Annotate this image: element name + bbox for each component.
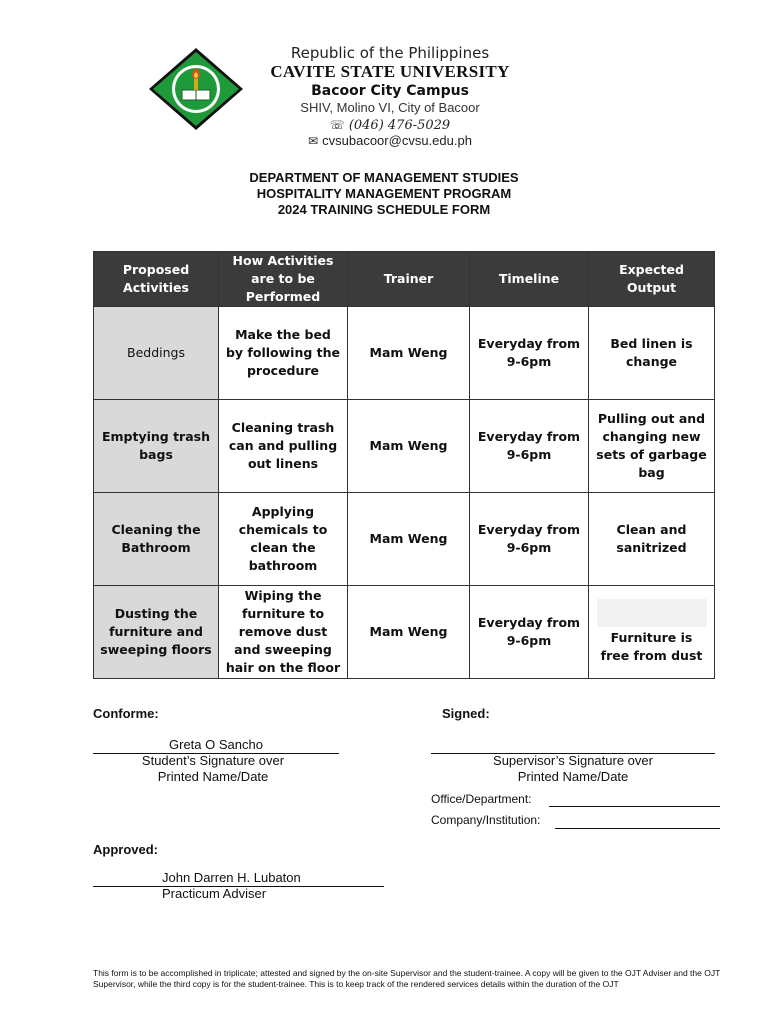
- column-header: Proposed Activities: [94, 252, 219, 307]
- table-row: [94, 400, 715, 493]
- shaded-box: [597, 599, 707, 627]
- supervisor-caption-1: Supervisor’s Signature over: [493, 753, 653, 768]
- output-text: Furniture is free from dust: [600, 630, 703, 663]
- table-row: [94, 493, 715, 586]
- conforme-label: Conforme:: [93, 706, 159, 721]
- student-name: Greta O Sancho: [169, 737, 263, 752]
- column-header: Timeline: [470, 252, 589, 307]
- trainer-cell: Mam Weng: [348, 307, 470, 400]
- header-email: cvsubacoor@cvsu.edu.ph: [322, 133, 472, 148]
- activity-cell: Cleaning the Bathroom: [94, 493, 219, 586]
- header-email-line: [0, 133, 768, 148]
- timeline-cell: Everyday from 9-6pm: [470, 307, 589, 400]
- table-row: [94, 586, 715, 679]
- header-campus: Bacoor City Campus: [311, 83, 469, 99]
- timeline-cell: Everyday from 9-6pm: [470, 586, 589, 679]
- column-header: How Activities are to be Performed: [219, 252, 348, 307]
- supervisor-caption-2: Printed Name/Date: [517, 769, 629, 784]
- header-phone: (046) 476-5029: [348, 118, 451, 133]
- company-label: Company/Institution:: [431, 813, 541, 827]
- column-header: Expected Output: [589, 252, 715, 307]
- activity-cell: Dusting the furniture and sweeping floors: [94, 586, 219, 679]
- output-cell: [589, 586, 715, 679]
- adviser-name: John Darren H. Lubaton: [162, 870, 301, 885]
- output-cell: Clean and sanitrized: [589, 493, 715, 586]
- table-row: [94, 307, 715, 400]
- approved-label: Approved:: [93, 842, 158, 857]
- department-title: DEPARTMENT OF MANAGEMENT STUDIES: [249, 170, 519, 185]
- student-caption-1: Student’s Signature over: [141, 753, 285, 768]
- program-title: HOSPITALITY MANAGEMENT PROGRAM: [256, 186, 512, 201]
- header-address: SHIV, Molino VI, City of Bacoor: [300, 100, 480, 115]
- office-label: Office/Department:: [431, 792, 532, 806]
- activity-cell: Beddings: [94, 307, 219, 400]
- method-cell: Wiping the furniture to remove dust and sweeping hair on the floor: [219, 586, 348, 679]
- company-field-line: [555, 828, 720, 829]
- form-title: 2024 TRAINING SCHEDULE FORM: [277, 202, 491, 217]
- activity-cell: Emptying trash bags: [94, 400, 219, 493]
- header-republic: Republic of the Philippines: [290, 44, 490, 62]
- header-phone-line: [0, 118, 768, 133]
- table-header-row: [94, 252, 715, 307]
- column-header: Trainer: [348, 252, 470, 307]
- trainer-cell: Mam Weng: [348, 586, 470, 679]
- method-cell: Applying chemicals to clean the bathroom: [219, 493, 348, 586]
- signed-label: Signed:: [442, 706, 490, 721]
- trainer-cell: Mam Weng: [348, 493, 470, 586]
- trainer-cell: Mam Weng: [348, 400, 470, 493]
- method-cell: Cleaning trash can and pulling out linens: [219, 400, 348, 493]
- envelope-icon: ✉: [308, 134, 319, 148]
- timeline-cell: Everyday from 9-6pm: [470, 400, 589, 493]
- output-cell: Bed linen is change: [589, 307, 715, 400]
- output-cell: Pulling out and changing new sets of garbage bag: [589, 400, 715, 493]
- office-field-line: [549, 806, 720, 807]
- timeline-cell: Everyday from 9-6pm: [470, 493, 589, 586]
- adviser-title: Practicum Adviser: [162, 886, 267, 901]
- method-cell: Make the bed by following the procedure: [219, 307, 348, 400]
- training-schedule-table: [93, 251, 715, 679]
- phone-icon: ☏: [329, 118, 345, 132]
- footer-note: This form is to be accomplished in triplicate; attested and signed by the on-site Supervisor and the student-trainee. A copy will be given to the OJT Adviser and the OJT Supervisor, while the third copy is for the student-trainee. This is to keep track of the rendered services details within the duration of the OJT: [93, 968, 721, 989]
- header-university: CAVITE STATE UNIVERSITY: [270, 62, 510, 81]
- student-caption-2: Printed Name/Date: [157, 769, 269, 784]
